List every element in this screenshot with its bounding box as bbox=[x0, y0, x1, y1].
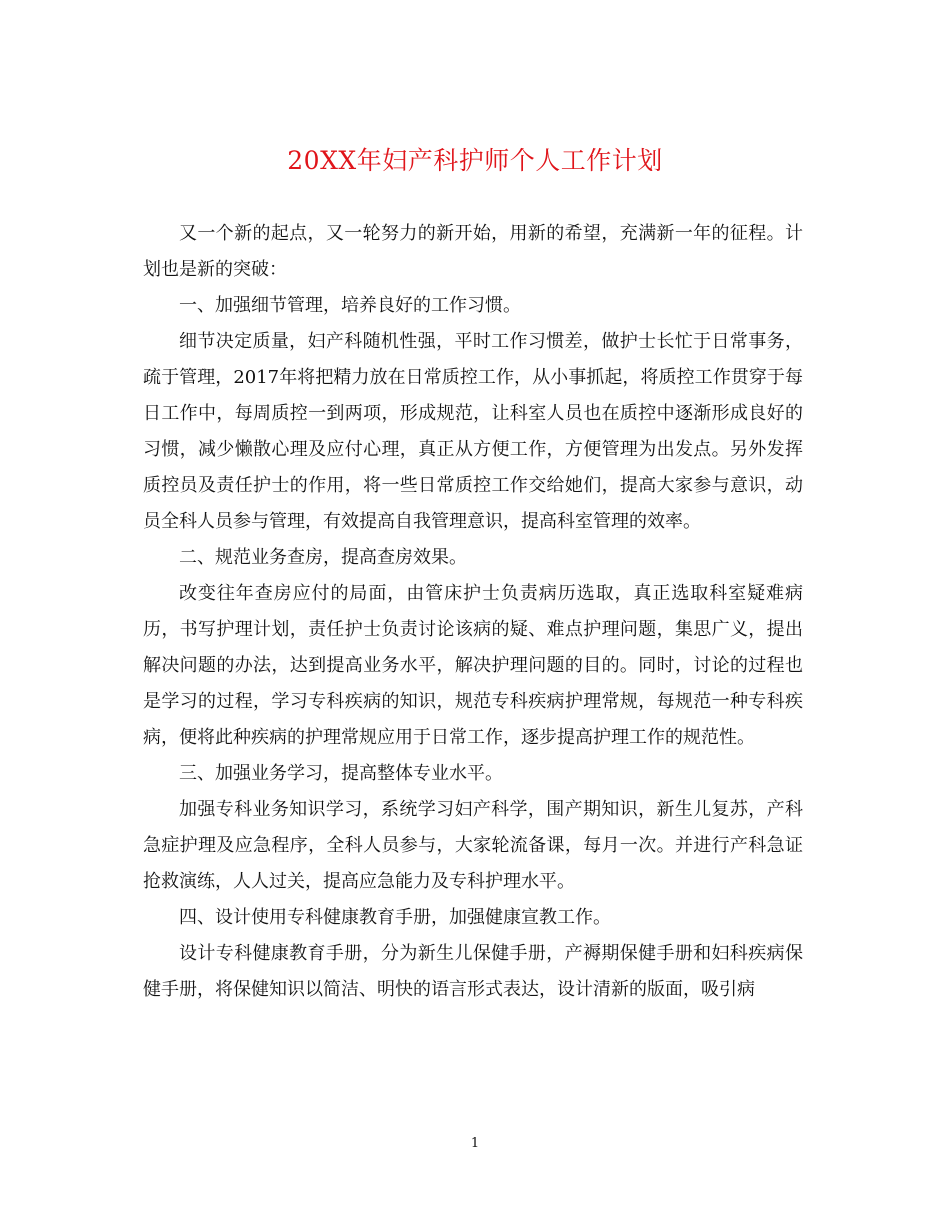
paragraph-intro: 又一个新的起点，又一轮努力的新开始，用新的希望，充满新一年的征程。计划也是新的突破： bbox=[143, 223, 803, 280]
document-body bbox=[143, 216, 803, 1008]
paragraph-section-1: 细节决定质量，妇产科随机性强，平时工作习惯差，做护士长忙于日常事务，疏于管理，2017年将把精力放在日常质控工作，从小事抓起，将质控工作贯穿于每日工作中，每周质控一到两项，形成规范，让科室人员也在质控中逐渐形成良好的习惯，减少懒散心理及应付心理，真正从方便工作，方便管理为出发点。另外发挥质控员及责任护士的作用，将一些日常质控工作交给她们，提高大家参与意识，动员全科人员参与管理，有效提高自我管理意识，提高科室管理的效率。 bbox=[143, 331, 803, 532]
section-heading-1: 一、加强细节管理，培养良好的工作习惯。 bbox=[179, 295, 521, 316]
paragraph-section-2: 改变往年查房应付的局面，由管床护士负责病历选取，真正选取科室疑难病历，书写护理计划，责任护士负责讨论该病的疑、难点护理问题，集思广义，提出解决问题的办法，达到提高业务水平，解决护理问题的目的。同时，讨论的过程也是学习的过程，学习专科疾病的知识，规范专科疾病护理常规，每规范一种专科疾病，便将此种疾病的护理常规应用于日常工作，逐步提高护理工作的规范性。 bbox=[143, 583, 803, 748]
section-heading-3: 三、加强业务学习，提高整体专业水平。 bbox=[179, 763, 503, 784]
paragraph-section-3: 加强专科业务知识学习，系统学习妇产科学，围产期知识，新生儿复苏，产科急症护理及应急程序，全科人员参与，大家轮流备课，每月一次。并进行产科急证抢救演练，人人过关，提高应急能力及专科护理水平。 bbox=[143, 799, 803, 892]
page-number: 1 bbox=[470, 1136, 480, 1151]
document-title: 20XX年妇产科护师个人工作计划 bbox=[287, 146, 663, 175]
section-heading-2: 二、规范业务查房，提高查房效果。 bbox=[179, 547, 467, 568]
paragraph-section-4: 设计专科健康教育手册，分为新生儿保健手册，产褥期保健手册和妇科疾病保健手册，将保健知识以简洁、明快的语言形式表达，设计清新的版面，吸引病 bbox=[143, 943, 803, 1000]
section-heading-4: 四、设计使用专科健康教育手册，加强健康宣教工作。 bbox=[179, 907, 611, 928]
